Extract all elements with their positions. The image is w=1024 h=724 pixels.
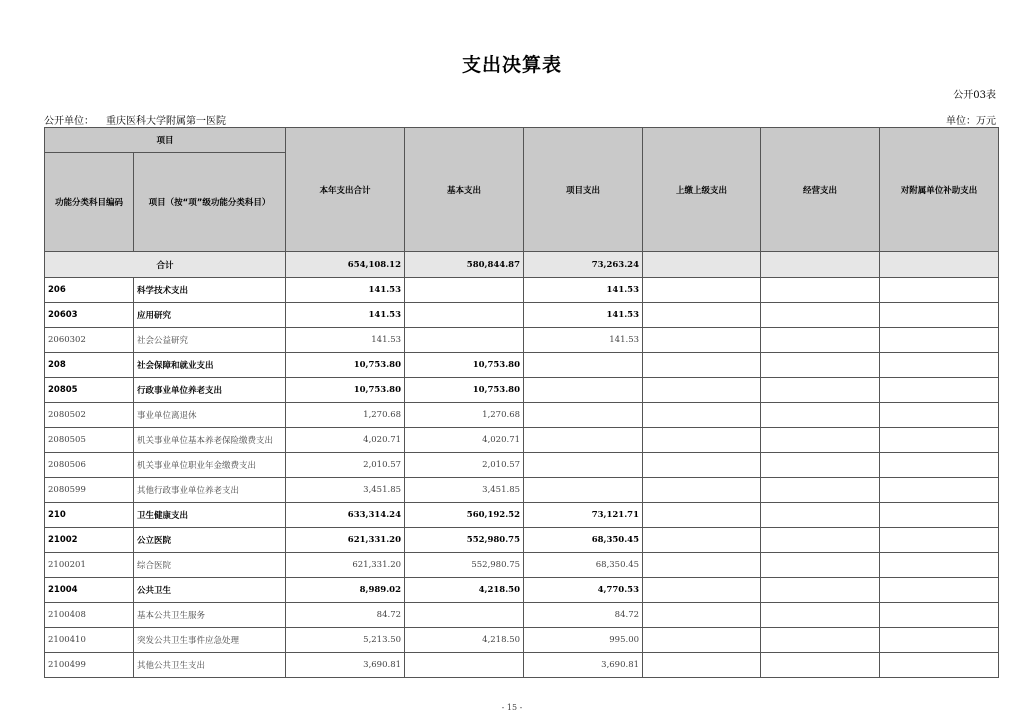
cell-basic: 3,451.85 <box>405 478 524 503</box>
cell-total: 1,270.68 <box>286 403 405 428</box>
cell-subsidy <box>880 578 999 603</box>
header-upper: 上缴上级支出 <box>643 128 761 252</box>
table-row <box>45 353 999 378</box>
cell-total: 141.53 <box>286 303 405 328</box>
cell-subsidy <box>880 378 999 403</box>
header-operating: 经营支出 <box>761 128 880 252</box>
cell-code: 206 <box>45 278 134 303</box>
header-code: 功能分类科目编码 <box>45 153 134 252</box>
cell-code: 208 <box>45 353 134 378</box>
total-label: 合计 <box>45 252 286 278</box>
cell-name: 综合医院 <box>134 553 286 578</box>
table-row <box>45 328 999 353</box>
disclosure-unit <box>44 112 238 127</box>
cell-operating <box>761 278 880 303</box>
cell-basic: 552,980.75 <box>405 528 524 553</box>
cell-operating <box>761 653 880 678</box>
cell-project: 141.53 <box>524 303 643 328</box>
cell-subsidy <box>880 428 999 453</box>
cell-code: 2080506 <box>45 453 134 478</box>
cell-subsidy <box>880 603 999 628</box>
cell-code: 20805 <box>45 378 134 403</box>
cell-project <box>524 353 643 378</box>
cell-name: 基本公共卫生服务 <box>134 603 286 628</box>
cell-project <box>524 403 643 428</box>
cell-subsidy <box>880 553 999 578</box>
cell-upper <box>643 403 761 428</box>
cell-name: 社会公益研究 <box>134 328 286 353</box>
cell-subsidy <box>880 653 999 678</box>
cell-operating <box>761 378 880 403</box>
cell-subsidy <box>880 503 999 528</box>
total-sum: 654,108.12 <box>286 252 405 278</box>
cell-total: 2,010.57 <box>286 453 405 478</box>
cell-upper <box>643 478 761 503</box>
cell-upper <box>643 353 761 378</box>
cell-name: 突发公共卫生事件应急处理 <box>134 628 286 653</box>
disclosure-unit-label: 公开单位： <box>44 116 94 127</box>
header-project: 项目 <box>45 128 286 153</box>
total-row <box>45 252 999 278</box>
table-row <box>45 503 999 528</box>
cell-name: 事业单位离退休 <box>134 403 286 428</box>
cell-code: 210 <box>45 503 134 528</box>
cell-basic <box>405 653 524 678</box>
cell-subsidy <box>880 528 999 553</box>
cell-code: 2100410 <box>45 628 134 653</box>
total-project: 73,263.24 <box>524 252 643 278</box>
table-row <box>45 628 999 653</box>
cell-project: 3,690.81 <box>524 653 643 678</box>
form-number: 公开03表 <box>953 90 996 101</box>
cell-operating <box>761 353 880 378</box>
cell-upper <box>643 278 761 303</box>
cell-basic <box>405 603 524 628</box>
cell-project <box>524 478 643 503</box>
table-row <box>45 278 999 303</box>
cell-subsidy <box>880 328 999 353</box>
cell-basic: 10,753.80 <box>405 378 524 403</box>
cell-operating <box>761 528 880 553</box>
cell-project: 995.00 <box>524 628 643 653</box>
cell-name: 公共卫生 <box>134 578 286 603</box>
table-row <box>45 603 999 628</box>
cell-upper <box>643 453 761 478</box>
total-upper <box>643 252 761 278</box>
cell-total: 633,314.24 <box>286 503 405 528</box>
cell-code: 2060302 <box>45 328 134 353</box>
cell-total: 5,213.50 <box>286 628 405 653</box>
cell-subsidy <box>880 403 999 428</box>
cell-basic: 552,980.75 <box>405 553 524 578</box>
table-row <box>45 428 999 453</box>
cell-upper <box>643 428 761 453</box>
cell-operating <box>761 328 880 353</box>
cell-code: 2100408 <box>45 603 134 628</box>
total-operating <box>761 252 880 278</box>
cell-project: 73,121.71 <box>524 503 643 528</box>
cell-code: 2080599 <box>45 478 134 503</box>
cell-name: 机关事业单位基本养老保险缴费支出 <box>134 428 286 453</box>
cell-name: 其他行政事业单位养老支出 <box>134 478 286 503</box>
cell-total: 8,989.02 <box>286 578 405 603</box>
cell-subsidy <box>880 303 999 328</box>
table-row <box>45 478 999 503</box>
cell-total: 621,331.20 <box>286 553 405 578</box>
cell-upper <box>643 628 761 653</box>
currency-unit: 单位：万元 <box>946 116 996 127</box>
cell-basic: 4,020.71 <box>405 428 524 453</box>
table-row <box>45 578 999 603</box>
cell-code: 21002 <box>45 528 134 553</box>
cell-basic: 2,010.57 <box>405 453 524 478</box>
cell-basic <box>405 328 524 353</box>
cell-operating <box>761 403 880 428</box>
cell-basic <box>405 278 524 303</box>
expenditure-table <box>44 127 999 678</box>
cell-code: 20603 <box>45 303 134 328</box>
cell-operating <box>761 603 880 628</box>
cell-operating <box>761 578 880 603</box>
cell-name: 机关事业单位职业年金缴费支出 <box>134 453 286 478</box>
cell-upper <box>643 603 761 628</box>
cell-project: 141.53 <box>524 328 643 353</box>
cell-name: 社会保障和就业支出 <box>134 353 286 378</box>
header-item: 项目（按“项”级功能分类科目） <box>134 153 286 252</box>
cell-project <box>524 428 643 453</box>
cell-operating <box>761 303 880 328</box>
table-row <box>45 528 999 553</box>
disclosure-unit-name: 重庆医科大学附属第一医院 <box>106 116 226 127</box>
cell-operating <box>761 453 880 478</box>
cell-subsidy <box>880 628 999 653</box>
header-project-expenditure: 项目支出 <box>524 128 643 252</box>
cell-total: 10,753.80 <box>286 378 405 403</box>
cell-operating <box>761 628 880 653</box>
cell-total: 4,020.71 <box>286 428 405 453</box>
cell-upper <box>643 503 761 528</box>
cell-basic <box>405 303 524 328</box>
cell-operating <box>761 503 880 528</box>
cell-basic: 560,192.52 <box>405 503 524 528</box>
cell-code: 2080505 <box>45 428 134 453</box>
cell-basic: 10,753.80 <box>405 353 524 378</box>
cell-basic: 1,270.68 <box>405 403 524 428</box>
cell-code: 21004 <box>45 578 134 603</box>
cell-name: 应用研究 <box>134 303 286 328</box>
cell-basic: 4,218.50 <box>405 628 524 653</box>
table-row <box>45 453 999 478</box>
cell-upper <box>643 328 761 353</box>
cell-upper <box>643 553 761 578</box>
table-row <box>45 653 999 678</box>
cell-total: 3,451.85 <box>286 478 405 503</box>
table-row <box>45 378 999 403</box>
cell-code: 2080502 <box>45 403 134 428</box>
cell-project: 4,770.53 <box>524 578 643 603</box>
cell-operating <box>761 428 880 453</box>
table-row <box>45 303 999 328</box>
cell-project: 68,350.45 <box>524 553 643 578</box>
cell-operating <box>761 553 880 578</box>
header-subsidy: 对附属单位补助支出 <box>880 128 999 252</box>
cell-project <box>524 378 643 403</box>
cell-name: 科学技术支出 <box>134 278 286 303</box>
cell-name: 卫生健康支出 <box>134 503 286 528</box>
cell-subsidy <box>880 353 999 378</box>
cell-project: 68,350.45 <box>524 528 643 553</box>
table-row <box>45 403 999 428</box>
cell-total: 141.53 <box>286 278 405 303</box>
cell-total: 84.72 <box>286 603 405 628</box>
cell-code: 2100201 <box>45 553 134 578</box>
cell-total: 10,753.80 <box>286 353 405 378</box>
cell-upper <box>643 528 761 553</box>
page-title: 支出决算表 <box>461 54 562 76</box>
cell-subsidy <box>880 453 999 478</box>
total-basic: 580,844.87 <box>405 252 524 278</box>
page-number: - 15 - <box>501 703 523 712</box>
cell-total: 621,331.20 <box>286 528 405 553</box>
cell-name: 公立医院 <box>134 528 286 553</box>
cell-upper <box>643 578 761 603</box>
cell-project: 141.53 <box>524 278 643 303</box>
cell-upper <box>643 303 761 328</box>
cell-name: 其他公共卫生支出 <box>134 653 286 678</box>
header-total: 本年支出合计 <box>286 128 405 252</box>
total-subsidy <box>880 252 999 278</box>
table-row <box>45 553 999 578</box>
cell-operating <box>761 478 880 503</box>
cell-code: 2100499 <box>45 653 134 678</box>
cell-project: 84.72 <box>524 603 643 628</box>
cell-basic: 4,218.50 <box>405 578 524 603</box>
cell-name: 行政事业单位养老支出 <box>134 378 286 403</box>
cell-total: 3,690.81 <box>286 653 405 678</box>
cell-total: 141.53 <box>286 328 405 353</box>
header-basic: 基本支出 <box>405 128 524 252</box>
cell-subsidy <box>880 278 999 303</box>
cell-project <box>524 453 643 478</box>
cell-upper <box>643 378 761 403</box>
cell-subsidy <box>880 478 999 503</box>
cell-upper <box>643 653 761 678</box>
